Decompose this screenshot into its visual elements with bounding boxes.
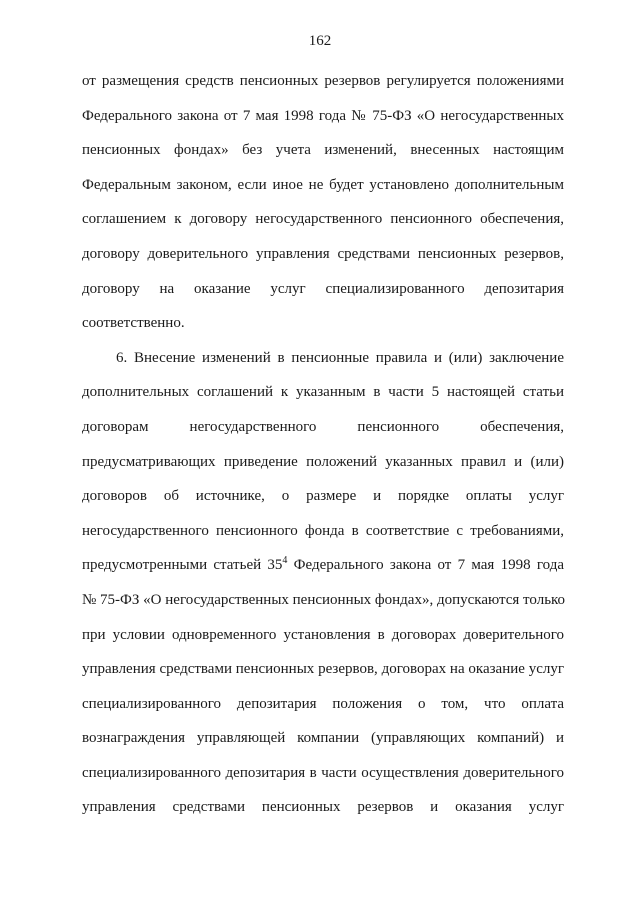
text-line: пенсионных фондах» без учета изменений, внесенных настоящим (82, 142, 564, 159)
page-number: 162 (308, 33, 332, 49)
paragraph-6-first-line: 6. Внесение изменений в пенсионные правила и (или) заключение (116, 349, 564, 366)
text-line: соответственно. (82, 315, 185, 332)
text-segment: Федерального закона от 7 мая 1998 года (287, 557, 564, 574)
text-line: от размещения средств пенсионных резервов регулируется положениями (82, 73, 564, 89)
text-line: договору на оказание услуг специализированного депозитария (82, 280, 564, 297)
text-line: вознаграждения управляющей компании (управляющих компаний) и (82, 730, 564, 747)
text-line: договоров об источнике, о размере и порядке оплаты услуг (82, 488, 564, 505)
text-line-with-superscript (82, 548, 564, 583)
text-line: дополнительных соглашений к указанным в части 5 настоящей статьи (82, 384, 564, 401)
text-line: управления средствами пенсионных резервов, договорах на оказание услуг (82, 661, 564, 678)
text-segment: предусмотренными статьей 35 (82, 557, 283, 574)
text-line: специализированного депозитария положения о том, что оплата (82, 695, 564, 712)
text-line: соглашением к договору негосударственного пенсионного обеспечения, (82, 211, 564, 228)
text-line: Федерального закона от 7 мая 1998 года № 75-ФЗ «О негосударственных (82, 107, 564, 124)
text-line: негосударственного пенсионного фонда в соответствие с требованиями, (82, 522, 564, 539)
text-line: специализированного депозитария в части осуществления доверительного (82, 764, 564, 781)
text-line: при условии одновременного установления в договорах доверительного (82, 626, 564, 643)
text-line: договору доверительного управления средствами пенсионных резервов, (82, 245, 564, 262)
text-line: управления средствами пенсионных резервов и оказания услуг (82, 799, 564, 816)
document-body (82, 64, 564, 825)
text-line: договорам негосударственного пенсионного обеспечения, (82, 418, 564, 435)
text-line: предусматривающих приведение положений указанных правил и (или) (82, 453, 564, 470)
text-line: № 75-ФЗ «О негосударственных пенсионных фондах», допускаются только (82, 591, 566, 608)
article-superscript: 4 (282, 555, 288, 567)
text-line: Федеральным законом, если иное не будет установлено дополнительным (82, 176, 564, 193)
